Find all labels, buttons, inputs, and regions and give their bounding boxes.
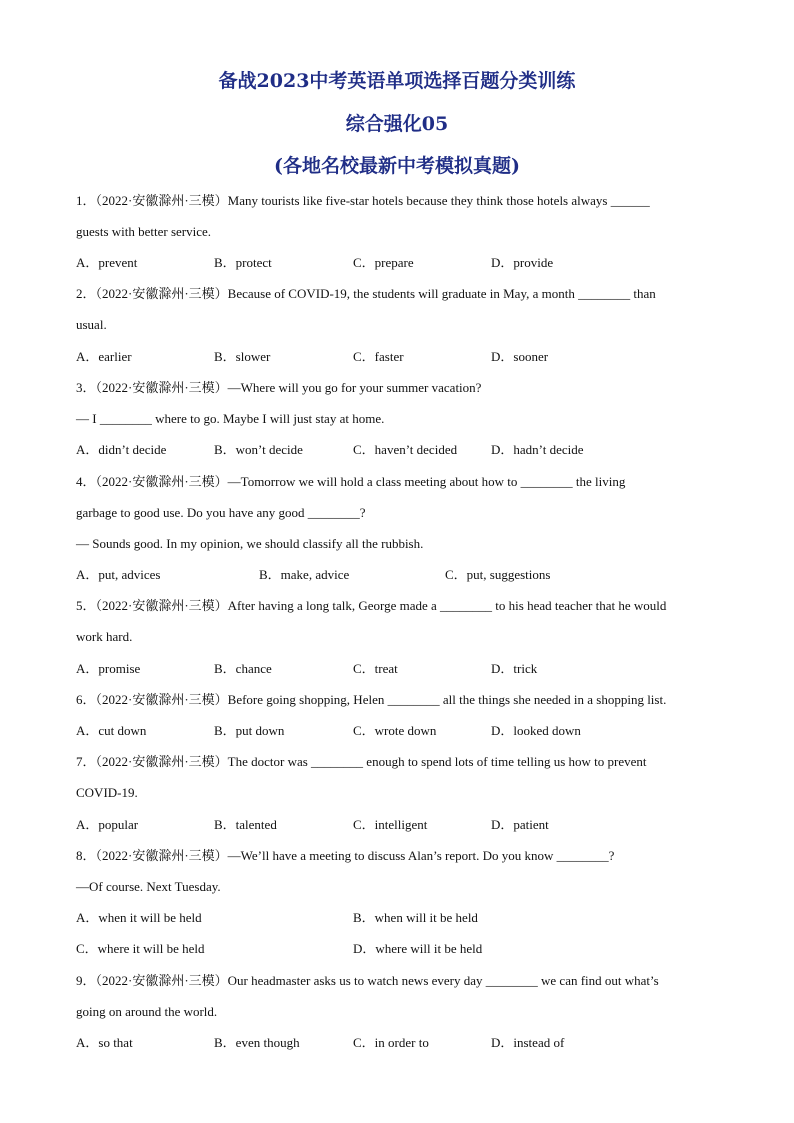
question-text: garbage to good use. Do you have any good ________? — [76, 505, 366, 520]
option-b[interactable]: B．make, advice — [259, 567, 350, 582]
option-a[interactable]: A．popular — [76, 817, 139, 832]
option-b[interactable]: B．even though — [214, 1035, 300, 1050]
option-c[interactable]: C．put, suggestions — [445, 567, 551, 582]
option-d[interactable]: D．looked down — [491, 723, 581, 738]
option-b[interactable]: B．protect — [214, 255, 272, 270]
option-d[interactable]: D．instead of — [491, 1035, 565, 1050]
option-b[interactable]: B．when will it be held — [353, 910, 478, 925]
page-subtitle: 综合强化05 — [345, 113, 449, 135]
question-text: 3．（2022·安徽滁州·三模）—Where will you go for your summer vacation? — [76, 380, 482, 395]
option-c[interactable]: C．treat — [353, 661, 398, 676]
option-d[interactable]: D．patient — [491, 817, 549, 832]
question-text: work hard. — [76, 629, 133, 644]
option-d[interactable]: D．sooner — [491, 349, 549, 364]
question-text: — Sounds good. In my opinion, we should classify all the rubbish. — [76, 536, 424, 551]
page-source-note: (各地名校最新中考模拟真题) — [274, 155, 520, 177]
page-title: 备战2023中考英语单项选择百题分类训练 — [218, 70, 576, 92]
option-a[interactable]: A．prevent — [76, 255, 138, 270]
option-a[interactable]: A．when it will be held — [76, 910, 202, 925]
option-a[interactable]: A．didn’t decide — [76, 442, 167, 457]
question-text: 2．（2022·安徽滁州·三模）Because of COVID-19, the students will graduate in May, a month ________ than — [76, 286, 656, 301]
option-d[interactable]: D．where will it be held — [353, 941, 483, 956]
question-text: 9．（2022·安徽滁州·三模）Our headmaster asks us to watch news every day ________ we can find out what’s — [76, 973, 659, 988]
question-text: guests with better service. — [76, 224, 212, 239]
option-c[interactable]: C．faster — [353, 349, 404, 364]
option-a[interactable]: A．so that — [76, 1035, 133, 1050]
option-b[interactable]: B．won’t decide — [214, 442, 303, 457]
option-a[interactable]: A．earlier — [76, 349, 132, 364]
option-b[interactable]: B．chance — [214, 661, 272, 676]
option-c[interactable]: C．wrote down — [353, 723, 437, 738]
option-b[interactable]: B．slower — [214, 349, 271, 364]
question-text: 6．（2022·安徽滁州·三模）Before going shopping, Helen ________ all the things she needed in a shopping list. — [76, 692, 667, 707]
option-d[interactable]: D．provide — [491, 255, 554, 270]
option-d[interactable]: D．hadn’t decide — [491, 442, 584, 457]
question-text: 7．（2022·安徽滁州·三模）The doctor was ________ enough to spend lots of time telling us how to prevent — [76, 754, 647, 769]
option-c[interactable]: C．intelligent — [353, 817, 428, 832]
option-c[interactable]: C．haven’t decided — [353, 442, 458, 457]
option-d[interactable]: D．trick — [491, 661, 538, 676]
question-text: going on around the world. — [76, 1004, 218, 1019]
question-text: 4．（2022·安徽滁州·三模）—Tomorrow we will hold a class meeting about how to ________ the living — [76, 474, 626, 489]
option-c[interactable]: C．prepare — [353, 255, 414, 270]
option-b[interactable]: B．talented — [214, 817, 277, 832]
option-a[interactable]: A．put, advices — [76, 567, 161, 582]
question-text: 5．（2022·安徽滁州·三模）After having a long talk, George made a ________ to his head teacher that he would — [76, 598, 667, 613]
question-text: —Of course. Next Tuesday. — [76, 879, 221, 894]
option-a[interactable]: A．cut down — [76, 723, 147, 738]
question-text: — I ________ where to go. Maybe I will just stay at home. — [76, 411, 385, 426]
option-b[interactable]: B．put down — [214, 723, 285, 738]
option-a[interactable]: A．promise — [76, 661, 141, 676]
option-c[interactable]: C．where it will be held — [76, 941, 205, 956]
question-text: 1．（2022·安徽滁州·三模）Many tourists like five-star hotels because they think those hotels always ______ — [76, 193, 650, 208]
question-text: COVID-19. — [76, 785, 138, 800]
question-text: usual. — [76, 317, 107, 332]
question-text: 8．（2022·安徽滁州·三模）—We’ll have a meeting to discuss Alan’s report. Do you know ________? — [76, 848, 615, 863]
option-c[interactable]: C．in order to — [353, 1035, 429, 1050]
